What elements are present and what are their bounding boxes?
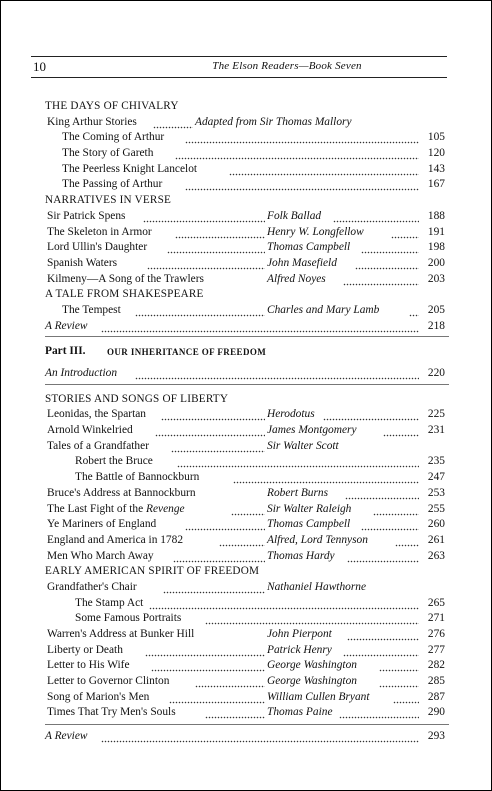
section-divider bbox=[45, 336, 449, 338]
toc-entry[interactable]: King Arthur Stories Adapted from Sir Thomas Mallory bbox=[45, 115, 449, 131]
section-heading: THE DAYS OF CHIVALRY bbox=[45, 100, 179, 112]
toc-entry[interactable]: The Peerless Knight Lancelot 143 bbox=[45, 162, 449, 178]
toc-entry[interactable]: Bruce's Address at Bannockburn Robert Burns 253 bbox=[45, 486, 449, 502]
running-header bbox=[31, 57, 447, 77]
toc-entry[interactable]: Arnold Winkelried James Montgomery 231 bbox=[45, 423, 449, 439]
running-title: The Elson Readers—Book Seven bbox=[212, 60, 362, 72]
toc-entry[interactable]: Times That Try Men's Souls Thomas Paine 290 bbox=[45, 705, 449, 721]
section-heading: NARRATIVES IN VERSE bbox=[45, 194, 172, 207]
toc-entry[interactable]: England and America in 1782 Alfred, Lord Tennyson 261 bbox=[45, 533, 449, 549]
toc-entry[interactable]: An Introduction 220 bbox=[45, 366, 449, 382]
section-divider bbox=[45, 384, 449, 386]
toc-entry[interactable]: The Passing of Arthur 167 bbox=[45, 177, 449, 193]
toc-entry[interactable]: Grandfather's Chair Nathaniel Hawthorne bbox=[45, 580, 449, 596]
toc-entry[interactable]: Lord Ullin's Daughter Thomas Campbell 198 bbox=[45, 240, 449, 256]
toc-entry[interactable]: Men Who March Away Thomas Hardy 263 bbox=[45, 549, 449, 565]
toc-entry[interactable]: Spanish Waters John Masefield 200 bbox=[45, 256, 449, 272]
toc-entry[interactable]: Robert the Bruce 235 bbox=[45, 454, 449, 470]
section-heading: EARLY AMERICAN SPIRIT OF FREEDOM bbox=[45, 565, 260, 578]
part-heading: Part III. OUR INHERITANCE OF FREEDOM bbox=[45, 345, 267, 358]
toc-entry[interactable]: Sir Patrick Spens Folk Ballad 188 bbox=[45, 209, 449, 225]
toc-entry[interactable]: Song of Marion's Men William Cullen Bryant 287 bbox=[45, 690, 449, 706]
page-number: 10 bbox=[33, 59, 46, 74]
toc-entry[interactable]: Leonidas, the Spartan Herodotus 225 bbox=[45, 407, 449, 423]
toc-entry[interactable]: The Stamp Act 265 bbox=[45, 596, 449, 612]
toc-entry[interactable]: Letter to Governor Clinton George Washington 285 bbox=[45, 674, 449, 690]
toc-entry[interactable]: Ye Mariners of England Thomas Campbell 260 bbox=[45, 517, 449, 533]
toc-entry[interactable]: Some Famous Portraits 271 bbox=[45, 611, 449, 627]
toc-entry[interactable]: A Review 293 bbox=[45, 729, 449, 745]
toc-entry[interactable]: Letter to His Wife George Washington 282 bbox=[45, 658, 449, 674]
table-of-contents bbox=[45, 99, 449, 745]
toc-entry[interactable]: A Review 218 bbox=[45, 319, 449, 335]
toc-entry[interactable]: Liberty or Death Patrick Henry 277 bbox=[45, 643, 449, 659]
section-heading: STORIES AND SONGS OF LIBERTY bbox=[45, 392, 229, 405]
toc-entry[interactable]: Tales of a Grandfather Sir Walter Scott bbox=[45, 439, 449, 455]
toc-entry[interactable]: The Battle of Bannockburn 247 bbox=[45, 470, 449, 486]
toc-entry[interactable]: The Skeleton in Armor Henry W. Longfellow 191 bbox=[45, 225, 449, 241]
section-divider bbox=[45, 724, 449, 726]
toc-entry[interactable]: The Tempest Charles and Mary Lamb 205 bbox=[45, 303, 449, 319]
header-bottom-rule bbox=[31, 77, 447, 78]
toc-entry[interactable]: The Coming of Arthur 105 bbox=[45, 130, 449, 146]
toc-entry[interactable]: Kilmeny—A Song of the Trawlers Alfred Noyes 203 bbox=[45, 272, 449, 288]
section-heading: A TALE FROM SHAKESPEARE bbox=[45, 288, 204, 301]
toc-entry[interactable]: Warren's Address at Bunker Hill John Pierpont 276 bbox=[45, 627, 449, 643]
toc-entry[interactable]: The Story of Gareth 120 bbox=[45, 146, 449, 162]
toc-entry[interactable]: The Last Fight of the Revenge Sir Walter Raleigh 255 bbox=[45, 502, 449, 518]
